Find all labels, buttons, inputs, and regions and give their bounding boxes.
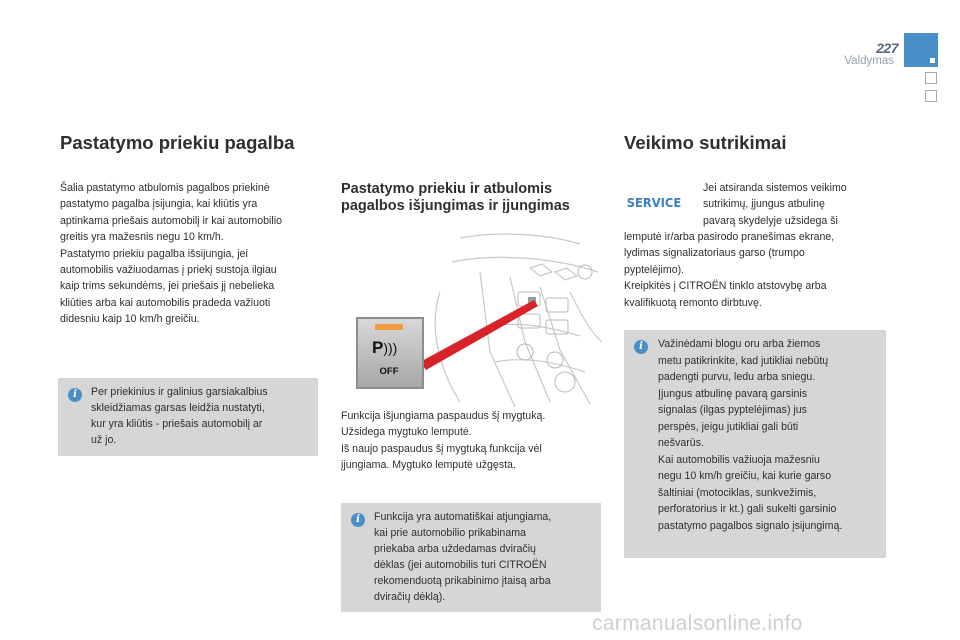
info-icon: i — [351, 513, 365, 527]
left-body: Šalia pastatymo atbulomis pagalbos priekinė pastatymo pagalba įsijungia, kai kliūtis yra aptinkama priešais automobilį ir kai automobilio greitis yra mažesnis negu 10 km/h. Pastatymo priekiu pagalba išsijungia, jei automobilis važiuodamas į priekį sustoja ilgiau kaip trims sekundėms, jei priešais jį nebelieka kliūties arba kai automobilis pradeda važiuoti didesniu kaip 10 km/h greičiu. — [60, 182, 282, 326]
middle-title: Pastatymo priekiu ir atbulomis pagalbos išjungimas ir įjungimas — [341, 181, 570, 214]
right-info-note: i Važinėdami blogu oru arba žiemos metu patikrinkite, kad jutikliai nebūtų padengti purvu, ledu arba sniegu. Įjungus atbulinę pavarą garsinis signalas (ilgas pyptelėjimas) jus perspės, jeigu jutikliai gali būti nešvarūs. Kai automobilis važiuoja mažesniu negu 10 km/h greičiu, kai kurie garso šaltiniai (motociklas, sunkvežimis, perforatorius ir kt.) gali sukelti garsinio pastatymo pagalbos signalo įsijungimą. — [624, 330, 886, 558]
button-p-label: P))) — [372, 338, 398, 357]
section-tab[interactable] — [925, 72, 937, 84]
section-name: Valdymas — [844, 55, 894, 67]
middle-body: Funkcija išjungiama paspaudus šį mygtuką. Užsidega mygtuko lemputė. Iš naujo paspaudus šį mygtuką funkcija vėl įjungiama. Mygtuko lemputė užgęsta. — [341, 410, 546, 472]
info-icon: i — [68, 388, 82, 402]
button-indicator-led — [375, 324, 403, 330]
left-title: Pastatymo priekiu pagalba — [60, 132, 295, 153]
right-title: Veikimo sutrikimai — [624, 132, 787, 153]
service-warning-icon: SERVICE — [626, 195, 682, 210]
section-tab[interactable] — [925, 90, 937, 102]
section-tab-active[interactable] — [904, 33, 938, 67]
left-info-note: i Per priekinius ir galinius garsiakalbius skleidžiamas garsas leidžia nustatyti, kur yra kliūtis - priešais automobilį ar už jo. — [58, 378, 318, 456]
page-number: 227 — [876, 40, 898, 56]
right-body-indented: Jei atsiranda sistemos veikimo sutrikimų, įjungus atbulinę pavarą skydelyje užsidega ši — [703, 182, 847, 227]
right-body: lemputė ir/arba pasirodo pranešimas ekrane, lydimas signalizatoriaus garso (trumpo pyptelėjimo). Kreipkitės į CITROËN tinklo atstovybę arba kvalifikuotą remonto dirbtuvę. — [624, 231, 835, 309]
button-off-label: OFF — [379, 366, 399, 377]
info-icon: i — [634, 340, 648, 354]
watermark: carmanualsonline.info — [592, 612, 803, 635]
middle-info-note: i Funkcija yra automatiškai atjungiama, kai prie automobilio prikabinama priekaba arba uždedamas dviračių dėklas (jei automobilis turi CITROËN rekomenduotą prikabinimo įtaisą arba dviračių dėklą). — [341, 503, 601, 612]
